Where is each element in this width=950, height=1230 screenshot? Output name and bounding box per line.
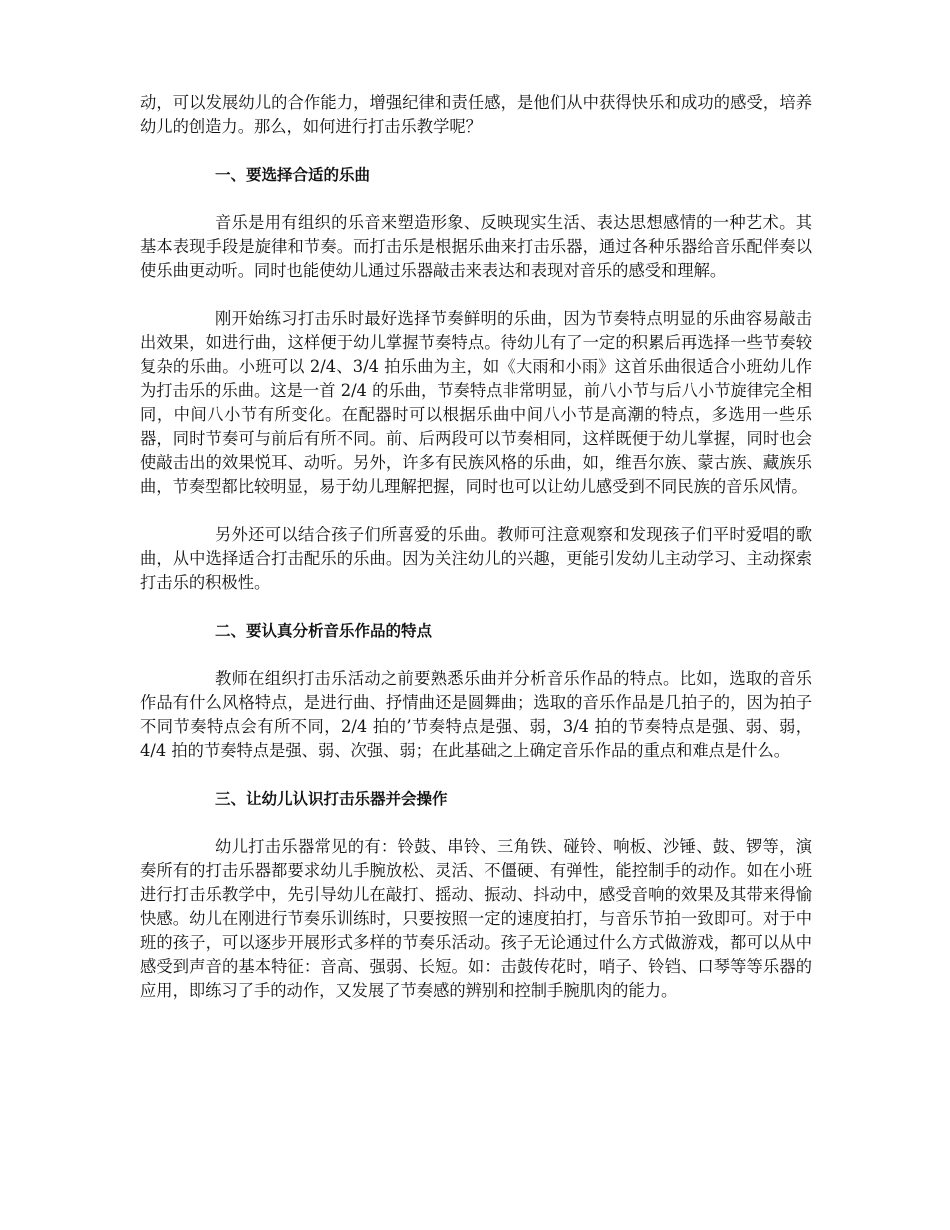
paragraph-music-definition: 音乐是用有组织的乐音来塑造形象、反映现实生活、表达思想感情的一种艺术。其基本表现手段是旋律和节奏。而打击乐是根据乐曲来打击乐器，通过各种乐器给音乐配伴奏以使乐曲更动听。同时也能使幼儿通过乐器敲击来表达和表现对音乐的感受和理解。 <box>140 213 812 280</box>
paragraph-rhythm-selection: 刚开始练习打击乐时最好选择节奏鲜明的乐曲，因为节奏特点明显的乐曲容易敲击出效果，如进行曲，这样便于幼儿掌握节奏特点。待幼儿有了一定的积累后再选择一些节奏较复杂的乐曲。小班可以 2/4、3/4 拍乐曲为主，如《大雨和小雨》这首乐曲很适合小班幼儿作为打击乐的乐曲。这是一首 2/4 的乐曲，节奏特点非常明显，前八小节与后八小节旋律完全相同，中间八小节有所变化。在配器时可以根据乐曲中间八小节是高潮的特点，多选用一些乐器，同时节奏可与前后有所不同。前、后两段可以节奏相同，这样既便于幼儿掌握，同时也会使敲击出的效果悦耳、动听。另外，许多有民族风格的乐曲，如，维吾尔族、蒙古族、藏族乐曲，节奏型都比较明显，易于幼儿理解把握，同时也可以让幼儿感受到不同民族的音乐风情。 <box>140 309 812 496</box>
paragraph-continuation: 动，可以发展幼儿的合作能力，增强纪律和责任感，是他们从中获得快乐和成功的感受，培养幼儿的创造力。那么，如何进行打击乐教学呢？ <box>140 93 812 136</box>
section-heading-1: 一、要选择合适的乐曲 <box>215 166 371 184</box>
paragraph-analyze-works: 教师在组织打击乐活动之前要熟悉乐曲并分析音乐作品的特点。比如，选取的音乐作品有什么风格特点，是进行曲、抒情曲还是圆舞曲；选取的音乐作品是几拍子的，因为拍子不同节奏特点会有所不同，2/4 拍的’节奏特点是强、弱，3/4 拍的节奏特点是强、弱、弱，4/4 拍的节奏特点是强、弱、次强、弱；在此基础之上确定音乐作品的重点和难点是什么。 <box>140 669 812 760</box>
paragraph-percussion-instruments: 幼儿打击乐器常见的有：铃鼓、串铃、三角铁、碰铃、响板、沙锤、鼓、锣等，演奏所有的打击乐器都要求幼儿手腕放松、灵活、不僵硬、有弹性，能控制手的动作。如在小班进行打击乐教学中，先引导幼儿在敲打、摇动、振动、抖动中，感受音响的效果及其带来得愉快感。幼儿在刚进行节奏乐训练时，只要按照一定的速度拍打，与音乐节拍一致即可。对于中班的孩子，可以逐步开展形式多样的节奏乐活动。孩子无论通过什么方式做游戏，都可以从中感受到声音的基本特征：音高、强弱、长短。如：击鼓传花时，哨子、铃铛、口琴等等乐器的应用，即练习了手的动作，又发展了节奏感的辨别和控制手腕肌肉的能力。 <box>140 837 812 1000</box>
section-heading-2: 二、要认真分析音乐作品的特点 <box>215 622 433 640</box>
paragraph-favorite-songs: 另外还可以结合孩子们所喜爱的乐曲。教师可注意观察和发现孩子们平时爱唱的歌曲，从中选择适合打击配乐的乐曲。因为关注幼儿的兴趣，更能引发幼儿主动学习、主动探索打击乐的积极性。 <box>140 525 812 592</box>
section-heading-3: 三、让幼儿认识打击乐器并会操作 <box>215 790 448 808</box>
document-body <box>140 91 812 1027</box>
